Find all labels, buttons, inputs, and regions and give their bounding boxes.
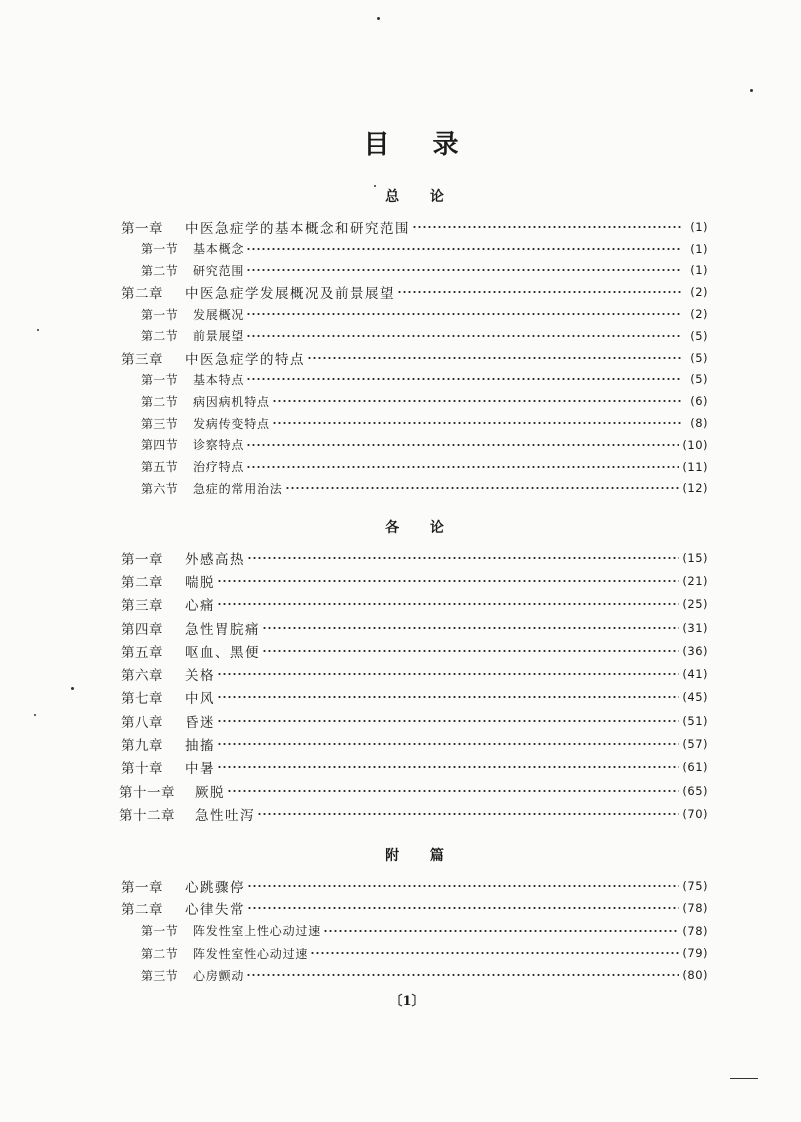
entry-title: 呕血、黑便 <box>185 644 260 661</box>
entry-title: 诊察特点 <box>193 438 245 453</box>
entry-title: 心律失常 <box>185 902 245 919</box>
dot-leader <box>398 290 681 294</box>
dot-leader <box>263 626 679 630</box>
dot-leader <box>218 579 679 583</box>
entry-title: 阵发性室上性心动过速 <box>193 924 322 939</box>
dot-leader <box>247 334 681 338</box>
entry-page: (8) <box>690 416 708 431</box>
dot-leader <box>247 973 679 977</box>
toc-entry <box>121 662 708 685</box>
entry-title: 急症的常用治法 <box>193 481 283 496</box>
entry-page: (15) <box>682 550 708 565</box>
entry-page: (31) <box>682 620 708 635</box>
toc-entry <box>121 369 708 391</box>
entry-page: (41) <box>682 667 708 682</box>
entry-title: 外感高热 <box>185 551 245 568</box>
dot-leader <box>218 719 679 723</box>
dot-leader <box>218 695 679 699</box>
entry-title: 关格 <box>185 668 215 685</box>
entry-label: 第一节 <box>141 924 178 939</box>
entry-title: 喘脱 <box>185 574 215 591</box>
entry-page: (1) <box>690 219 708 234</box>
dot-leader <box>247 268 681 272</box>
toc-entry <box>121 616 708 639</box>
entry-label: 第二节 <box>141 946 178 961</box>
entry-title: 研究范围 <box>193 263 245 278</box>
toc-section-appendix <box>121 846 708 986</box>
entry-page: (5) <box>690 350 708 365</box>
entry-page: (6) <box>690 394 708 409</box>
toc-entry <box>121 303 708 325</box>
toc-entry <box>121 709 708 732</box>
toc-entry <box>121 732 708 755</box>
entry-title: 心房颤动 <box>193 968 245 983</box>
scan-speck <box>377 17 380 20</box>
toc-entry <box>121 456 708 478</box>
entry-label: 第三章 <box>121 598 163 615</box>
toc-entry <box>121 756 708 779</box>
entry-page: (80) <box>682 968 708 983</box>
entry-title: 中医急症学的基本概念和研究范围 <box>185 220 410 237</box>
toc-entry <box>121 569 708 592</box>
entry-title: 厥脱 <box>195 784 225 801</box>
entry-label: 第一章 <box>121 220 163 237</box>
entry-label: 第十一章 <box>119 784 175 801</box>
entry-title: 抽搐 <box>185 738 215 755</box>
dot-leader <box>218 602 679 606</box>
dot-leader <box>247 443 679 447</box>
entry-label: 第二章 <box>121 574 163 591</box>
entry-page: (1) <box>690 241 708 256</box>
scan-speck <box>71 687 74 690</box>
dot-leader <box>273 399 681 403</box>
entry-label: 第二章 <box>121 286 163 303</box>
entry-label: 第一章 <box>121 880 163 897</box>
entry-label: 第三章 <box>121 351 163 368</box>
entry-label: 第三节 <box>141 968 178 983</box>
entry-label: 第五章 <box>121 644 163 661</box>
entry-page: (5) <box>690 372 708 387</box>
entry-page: (12) <box>682 481 708 496</box>
entry-title: 发展概况 <box>193 307 245 322</box>
entry-page: (65) <box>682 783 708 798</box>
entry-title: 急性吐泻 <box>195 807 255 824</box>
entry-label: 第九章 <box>121 738 163 755</box>
entry-title: 治疗特点 <box>193 460 245 475</box>
section-heading: 总 论 <box>385 189 457 205</box>
entry-title: 急性胃脘痛 <box>185 621 260 638</box>
entry-title: 发病传变特点 <box>193 416 270 431</box>
dot-leader <box>324 929 679 933</box>
entry-page: (61) <box>682 760 708 775</box>
toc-entry <box>121 347 708 369</box>
entry-label: 第十章 <box>121 761 163 778</box>
entry-title: 心痛 <box>185 598 215 615</box>
entry-page: (51) <box>682 713 708 728</box>
toc-section-specific <box>121 518 708 826</box>
entry-page: (2) <box>690 285 708 300</box>
entry-label: 第二节 <box>141 329 178 344</box>
entry-label: 第一节 <box>141 372 178 387</box>
entry-page: (79) <box>682 946 708 961</box>
entry-label: 第一章 <box>121 551 163 568</box>
toc-entry <box>121 546 708 569</box>
entry-page: (10) <box>682 437 708 452</box>
dot-leader <box>218 765 679 769</box>
entry-page: (75) <box>682 879 708 894</box>
entry-page: (2) <box>690 307 708 322</box>
dot-leader <box>247 312 681 316</box>
entry-page: (5) <box>690 328 708 343</box>
dot-leader <box>228 789 679 793</box>
toc-entry <box>121 593 708 616</box>
entry-page: (45) <box>682 690 708 705</box>
toc-entry <box>121 390 708 412</box>
page-title: 目 录 <box>363 130 476 160</box>
section-heading: 附 篇 <box>385 848 457 864</box>
toc-entry <box>121 478 708 500</box>
entry-page: (25) <box>682 597 708 612</box>
entry-title: 中风 <box>185 691 215 708</box>
dot-leader <box>273 421 681 425</box>
dot-leader <box>308 356 681 360</box>
toc-entry <box>121 964 708 986</box>
toc-entry <box>121 779 708 802</box>
toc-entry <box>121 216 708 238</box>
entry-page: (36) <box>682 643 708 658</box>
entry-label: 第七章 <box>121 691 163 708</box>
entry-page: (70) <box>682 806 708 821</box>
scan-speck <box>750 89 753 92</box>
entry-label: 第六节 <box>141 481 178 496</box>
toc-section-general <box>121 187 708 499</box>
toc-entry <box>121 281 708 303</box>
entry-title: 中医急症学发展概况及前景展望 <box>185 286 395 303</box>
entry-page: (78) <box>682 901 708 916</box>
entry-title: 中暑 <box>185 761 215 778</box>
entry-label: 第二节 <box>141 263 178 278</box>
toc-entry <box>121 897 708 919</box>
toc-entry <box>121 639 708 662</box>
entry-title: 基本概念 <box>193 242 245 257</box>
dot-leader <box>258 812 679 816</box>
entry-label: 第三节 <box>141 416 178 431</box>
entry-label: 第二节 <box>141 394 178 409</box>
toc-entry <box>121 802 708 825</box>
entry-title: 心跳骤停 <box>185 880 245 897</box>
dot-leader <box>248 884 679 888</box>
scan-speck <box>34 714 36 716</box>
entry-label: 第八章 <box>121 714 163 731</box>
toc-entry <box>121 412 708 434</box>
entry-label: 第四章 <box>121 621 163 638</box>
toc-entry <box>121 942 708 964</box>
entry-page: (1) <box>690 263 708 278</box>
toc-entry <box>121 920 708 942</box>
toc-entry <box>121 434 708 456</box>
entry-label: 第六章 <box>121 668 163 685</box>
entry-page: (78) <box>682 923 708 938</box>
entry-page: (21) <box>682 573 708 588</box>
dot-leader <box>218 672 679 676</box>
dot-leader <box>248 906 679 910</box>
entry-title: 基本特点 <box>193 372 245 387</box>
entry-page: (57) <box>682 737 708 752</box>
entry-label: 第十二章 <box>119 807 175 824</box>
page-number: 〔1〕 <box>389 994 425 1009</box>
dot-leader <box>248 556 679 560</box>
entry-label: 第一节 <box>141 242 178 257</box>
entry-label: 第一节 <box>141 307 178 322</box>
toc-entry <box>121 238 708 260</box>
toc-entry <box>121 686 708 709</box>
toc-entry <box>121 260 708 282</box>
entry-label: 第五节 <box>141 460 178 475</box>
dot-leader <box>247 377 681 381</box>
entry-title: 昏迷 <box>185 714 215 731</box>
dot-leader <box>247 465 679 469</box>
entry-title: 病因病机特点 <box>193 394 270 409</box>
dot-leader <box>311 951 679 955</box>
entry-label: 第四节 <box>141 438 178 453</box>
toc-entry <box>121 325 708 347</box>
dot-leader <box>286 486 680 490</box>
dot-leader <box>413 225 681 229</box>
entry-title: 前景展望 <box>193 329 245 344</box>
section-heading: 各 论 <box>385 520 457 536</box>
entry-title: 中医急症学的特点 <box>185 351 305 368</box>
dot-leader <box>247 247 681 251</box>
entry-page: (11) <box>682 459 708 474</box>
toc-entry <box>121 875 708 897</box>
dot-leader <box>263 649 679 653</box>
entry-label: 第二章 <box>121 902 163 919</box>
entry-title: 阵发性室性心动过速 <box>193 946 309 961</box>
scan-speck <box>37 329 39 331</box>
dot-leader <box>218 742 679 746</box>
scan-speck <box>730 1078 758 1079</box>
